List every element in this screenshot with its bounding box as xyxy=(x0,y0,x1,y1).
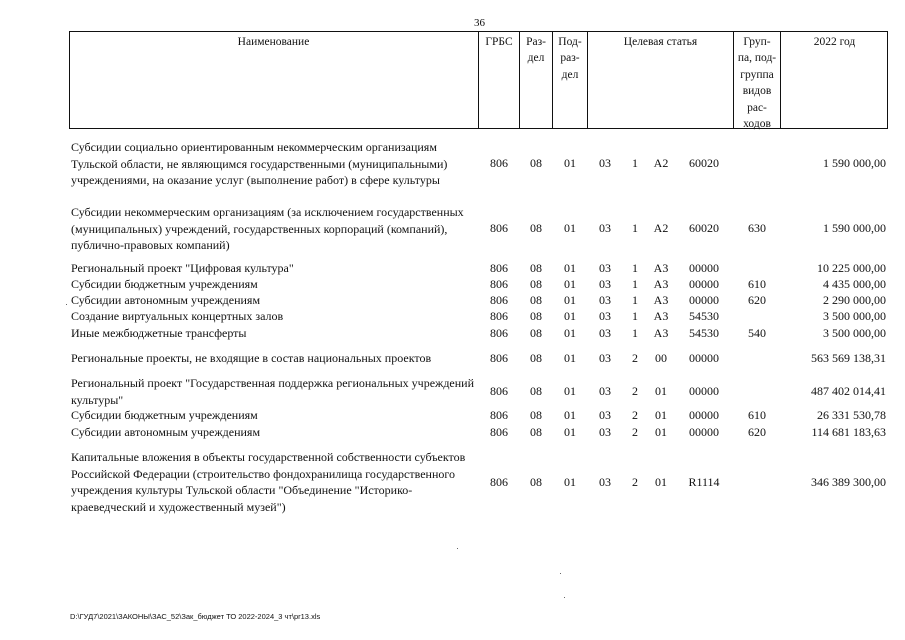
row-grbs: 806 xyxy=(490,326,508,340)
row-podrazdel: 01 xyxy=(564,261,576,275)
row-target-1: 03 xyxy=(599,326,611,340)
row-grbs: 806 xyxy=(490,384,508,398)
row-target-1: 03 xyxy=(599,221,611,235)
row-podrazdel: 01 xyxy=(564,425,576,439)
row-razdel: 08 xyxy=(530,277,542,291)
row-grbs: 806 xyxy=(490,277,508,291)
header-razdel: Раз- дел xyxy=(526,36,546,65)
row-target-2: 2 xyxy=(632,408,638,422)
table-row xyxy=(0,276,905,293)
table-row xyxy=(0,139,905,189)
row-podrazdel: 01 xyxy=(564,156,576,170)
row-target-4: 54530 xyxy=(689,326,719,340)
row-target-2: 1 xyxy=(632,293,638,307)
file-path-footer: D:\ГУД7\2021\ЗАКОНЫ\ЗАС_52\Зак_бюджет ТО 2022-2024_3 чт\pr13.xls xyxy=(70,612,321,621)
row-name: Иные межбюджетные трансферты xyxy=(71,326,247,340)
row-razdel: 08 xyxy=(530,326,542,340)
row-name: Субсидии автономным учреждениям xyxy=(71,425,261,439)
row-amount: 114 681 183,63 xyxy=(811,425,886,439)
row-target-2: 2 xyxy=(632,384,638,398)
row-target-4: 00000 xyxy=(689,408,719,422)
row-razdel: 08 xyxy=(530,408,542,422)
row-target-4: 60020 xyxy=(689,221,719,235)
row-podrazdel: 01 xyxy=(564,293,576,307)
header-name: Наименование xyxy=(237,36,310,48)
row-amount: 4 435 000,00 xyxy=(823,277,886,291)
scan-speck xyxy=(66,304,67,305)
table-row xyxy=(0,449,905,515)
header-podrazdel: Под- раз- дел xyxy=(558,36,582,81)
row-amount: 563 569 138,31 xyxy=(811,351,886,365)
row-target-1: 03 xyxy=(599,475,611,489)
row-target-1: 03 xyxy=(599,408,611,422)
row-name: Создание виртуальных концертных залов xyxy=(71,309,284,323)
row-target-3: 01 xyxy=(655,384,667,398)
row-target-4: 00000 xyxy=(689,261,719,275)
row-target-1: 03 xyxy=(599,351,611,365)
row-target-1: 03 xyxy=(599,261,611,275)
row-amount: 346 389 300,00 xyxy=(811,475,886,489)
row-target-1: 03 xyxy=(599,293,611,307)
row-razdel: 08 xyxy=(530,309,542,323)
table-row xyxy=(0,407,905,424)
row-grbs: 806 xyxy=(490,156,508,170)
table-row xyxy=(0,424,905,441)
row-name: Капитальные вложения в объекты государственной собственности субъектов Российской Федерации (строительство фондохранилища государственного учреждения культуры Тульской области "Объединение "Историко-краеведческий и художественный музей") xyxy=(71,450,466,514)
row-name: Региональный проект "Государственная поддержка региональных учреждений культуры" xyxy=(71,376,475,407)
row-podrazdel: 01 xyxy=(564,384,576,398)
row-name: Субсидии автономным учреждениям xyxy=(71,293,261,307)
row-name: Субсидии социально ориентированным некоммерческим организациям Тульской области, не являющимся государственными (муниципальными) учреждениями, на оказание услуг (выполнение работ) в сфере культуры xyxy=(71,140,448,187)
row-grbs: 806 xyxy=(490,408,508,422)
row-target-4: 00000 xyxy=(689,425,719,439)
row-razdel: 08 xyxy=(530,351,542,365)
row-razdel: 08 xyxy=(530,384,542,398)
row-grbs: 806 xyxy=(490,293,508,307)
row-name: Региональный проект "Цифровая культура" xyxy=(71,261,294,275)
row-target-2: 2 xyxy=(632,475,638,489)
row-razdel: 08 xyxy=(530,293,542,307)
row-podrazdel: 01 xyxy=(564,277,576,291)
row-name: Региональные проекты, не входящие в состав национальных проектов xyxy=(71,351,432,365)
row-razdel: 08 xyxy=(530,261,542,275)
row-target-3: А3 xyxy=(653,261,669,275)
row-target-4: 54530 xyxy=(689,309,719,323)
row-target-2: 1 xyxy=(632,156,638,170)
row-amount: 10 225 000,00 xyxy=(817,261,886,275)
row-expense-group: 610 xyxy=(748,277,766,291)
row-target-2: 1 xyxy=(632,261,638,275)
row-expense-group: 620 xyxy=(748,293,766,307)
header-group: Груп- па, под- группа видов рас- ходов xyxy=(737,36,777,131)
row-razdel: 08 xyxy=(530,475,542,489)
row-target-2: 1 xyxy=(632,309,638,323)
table-row xyxy=(0,350,905,367)
row-grbs: 806 xyxy=(490,221,508,235)
row-name: Субсидии бюджетным учреждениям xyxy=(71,277,258,291)
table-row xyxy=(0,325,905,342)
table-row xyxy=(0,292,905,309)
row-target-3: А3 xyxy=(653,309,669,323)
row-target-2: 1 xyxy=(632,326,638,340)
row-target-3: А2 xyxy=(653,221,669,235)
row-amount: 2 290 000,00 xyxy=(823,293,886,307)
row-expense-group: 620 xyxy=(748,425,766,439)
row-target-3: 01 xyxy=(655,408,667,422)
row-name: Субсидии бюджетным учреждениям xyxy=(71,408,258,422)
row-amount: 3 500 000,00 xyxy=(823,309,886,323)
row-target-1: 03 xyxy=(599,425,611,439)
row-expense-group: 540 xyxy=(748,326,766,340)
row-target-4: 60020 xyxy=(689,156,719,170)
row-podrazdel: 01 xyxy=(564,475,576,489)
row-grbs: 806 xyxy=(490,425,508,439)
row-name: Субсидии некоммерческим организациям (за исключением государственных (муниципальных) учреждений, государственных корпораций (компаний), публично-правовых компаний) xyxy=(71,205,464,252)
row-grbs: 806 xyxy=(490,261,508,275)
row-amount: 487 402 014,41 xyxy=(811,384,886,398)
row-target-3: 01 xyxy=(655,475,667,489)
scan-speck xyxy=(564,597,565,598)
row-expense-group: 610 xyxy=(748,408,766,422)
row-podrazdel: 01 xyxy=(564,309,576,323)
row-target-2: 2 xyxy=(632,351,638,365)
row-grbs: 806 xyxy=(490,475,508,489)
row-razdel: 08 xyxy=(530,156,542,170)
row-target-1: 03 xyxy=(599,384,611,398)
row-podrazdel: 01 xyxy=(564,351,576,365)
row-grbs: 806 xyxy=(490,351,508,365)
row-razdel: 08 xyxy=(530,221,542,235)
scan-speck xyxy=(560,573,561,574)
scan-speck xyxy=(457,548,458,549)
row-amount: 1 590 000,00 xyxy=(823,221,886,235)
row-target-3: А3 xyxy=(653,277,669,291)
row-target-4: 00000 xyxy=(689,293,719,307)
row-target-4: 00000 xyxy=(689,351,719,365)
row-target-2: 2 xyxy=(632,425,638,439)
row-amount: 1 590 000,00 xyxy=(823,156,886,170)
table-row xyxy=(0,308,905,325)
row-target-1: 03 xyxy=(599,277,611,291)
row-expense-group: 630 xyxy=(748,221,766,235)
row-target-3: 01 xyxy=(655,425,667,439)
row-target-1: 03 xyxy=(599,156,611,170)
page-number: 36 xyxy=(474,17,485,29)
row-target-1: 03 xyxy=(599,309,611,323)
row-amount: 3 500 000,00 xyxy=(823,326,886,340)
row-target-4: R1114 xyxy=(688,475,720,489)
table-row xyxy=(0,375,905,409)
table-row xyxy=(0,204,905,254)
row-podrazdel: 01 xyxy=(564,221,576,235)
header-target: Целевая статья xyxy=(623,36,698,48)
row-target-3: 00 xyxy=(655,351,667,365)
row-podrazdel: 01 xyxy=(564,326,576,340)
row-target-3: А2 xyxy=(653,156,669,170)
row-target-4: 00000 xyxy=(689,277,719,291)
row-grbs: 806 xyxy=(490,309,508,323)
row-target-2: 1 xyxy=(632,221,638,235)
row-target-4: 00000 xyxy=(689,384,719,398)
row-razdel: 08 xyxy=(530,425,542,439)
row-podrazdel: 01 xyxy=(564,408,576,422)
header-grbs: ГРБС xyxy=(485,36,513,48)
header-year: 2022 год xyxy=(813,36,856,48)
row-target-2: 1 xyxy=(632,277,638,291)
row-amount: 26 331 530,78 xyxy=(817,408,886,422)
table-row xyxy=(0,260,905,277)
row-target-3: А3 xyxy=(653,326,669,340)
row-target-3: А3 xyxy=(653,293,669,307)
